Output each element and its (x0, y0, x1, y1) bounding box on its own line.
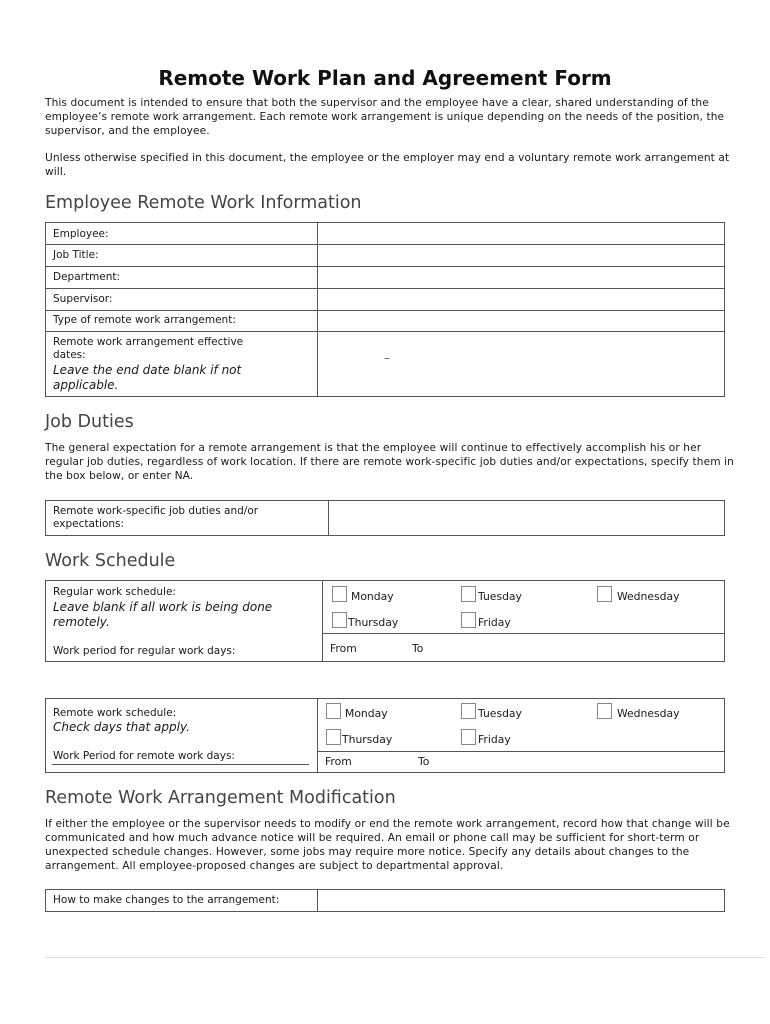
regular-thursday-checkbox[interactable] (332, 612, 347, 628)
remote-period-label: Work Period for remote work days: (53, 750, 235, 762)
regular-schedule-table (45, 580, 725, 662)
changes-field[interactable] (318, 891, 723, 910)
arrangement-type-label: Type of remote work arrangement: (53, 314, 236, 326)
remote-schedule-note: Check days that apply. (53, 720, 190, 734)
regular-schedule-label: Regular work schedule: (53, 586, 176, 598)
regular-tuesday-label: Tuesday (478, 590, 522, 603)
end-date-field[interactable] (486, 333, 723, 395)
employee-info-table (45, 222, 725, 397)
intro-paragraph-2: Unless otherwise specified in this document, the employee or the employer may end a voluntary remote work arrangement at will. (45, 152, 730, 178)
regular-from-field[interactable] (362, 637, 407, 657)
remote-wednesday-checkbox[interactable] (597, 703, 612, 719)
regular-tuesday-checkbox[interactable] (461, 586, 476, 602)
job-duties-field[interactable] (329, 502, 723, 534)
form-title: Remote Work Plan and Agreement Form (158, 66, 612, 90)
job-duties-table (45, 500, 725, 536)
changes-label: How to make changes to the arrangement: (53, 894, 280, 906)
modification-paragraph: If either the employee or the supervisor needs to modify or end the remote work arrangement, record how that change will be communicated and how much advance notice will be required. An email or phone call may be sufficient for short-term or unexpected schedule changes. However, some jobs may require more notice. Specify any details about changes to the arrangement. All employee-proposed changes are subject to departmental approval. (45, 818, 730, 872)
remote-monday-checkbox[interactable] (326, 703, 341, 719)
remote-tuesday-label: Tuesday (478, 707, 522, 720)
modification-table (45, 889, 725, 912)
job-title-label: Job Title: (53, 249, 99, 261)
remote-schedule-table (45, 698, 725, 773)
remote-to-label: To (418, 755, 430, 768)
section-heading-work-schedule: Work Schedule (45, 551, 176, 571)
arrangement-type-field[interactable] (318, 312, 723, 330)
regular-wednesday-checkbox[interactable] (597, 586, 612, 602)
employee-field[interactable] (318, 224, 723, 243)
job-title-field[interactable] (318, 246, 723, 265)
remote-from-label: From (325, 755, 352, 768)
regular-wednesday-label: Wednesday (617, 590, 680, 603)
department-field[interactable] (318, 268, 723, 287)
regular-monday-label: Monday (351, 590, 394, 603)
date-separator: – (384, 351, 390, 365)
remote-to-field[interactable] (436, 753, 556, 770)
supervisor-field[interactable] (318, 290, 723, 309)
effective-dates-label: Remote work arrangement effective dates: (53, 336, 244, 361)
remote-wednesday-label: Wednesday (617, 707, 680, 720)
remote-schedule-label: Remote work schedule: (53, 707, 177, 719)
start-date-field[interactable] (318, 333, 468, 395)
employee-label: Employee: (53, 228, 109, 240)
remote-thursday-label: Thursday (342, 733, 393, 746)
job-duties-label: Remote work-specific job duties and/or expectations: (53, 505, 259, 530)
remote-thursday-checkbox[interactable] (326, 729, 341, 745)
remote-friday-checkbox[interactable] (461, 729, 476, 745)
remote-tuesday-checkbox[interactable] (461, 703, 476, 719)
job-duties-paragraph: The general expectation for a remote arrangement is that the employee will continue to effectively accomplish his or her regular job duties, regardless of work location. If there are remote work-specific job duties and/or expectations, specify them in the box below, or enter NA. (45, 442, 734, 482)
section-heading-employee-info: Employee Remote Work Information (45, 193, 362, 213)
section-heading-job-duties: Job Duties (45, 412, 134, 432)
regular-period-label: Work period for regular work days: (53, 645, 236, 657)
regular-schedule-note: Leave blank if all work is being done remotely. (53, 600, 273, 629)
department-label: Department: (53, 271, 121, 283)
regular-from-label: From (330, 642, 357, 655)
regular-thursday-label: Thursday (348, 616, 399, 629)
effective-dates-note: Leave the end date blank if not applicable. (53, 363, 242, 392)
remote-friday-label: Friday (478, 733, 511, 746)
page-divider (45, 957, 765, 958)
remote-monday-label: Monday (345, 707, 388, 720)
section-heading-modification: Remote Work Arrangement Modification (45, 788, 396, 808)
regular-to-label: To (412, 642, 424, 655)
remote-from-field[interactable] (357, 753, 412, 770)
regular-monday-checkbox[interactable] (332, 586, 347, 602)
regular-friday-label: Friday (478, 616, 511, 629)
supervisor-label: Supervisor: (53, 293, 113, 305)
regular-to-field[interactable] (430, 637, 550, 657)
intro-paragraph-1: This document is intended to ensure that both the supervisor and the employee have a clear, shared understanding of the employee’s remote work arrangement. Each remote work arrangement is unique depending on the needs of the position, the supervisor, and the employee. (45, 97, 725, 137)
regular-friday-checkbox[interactable] (461, 612, 476, 628)
